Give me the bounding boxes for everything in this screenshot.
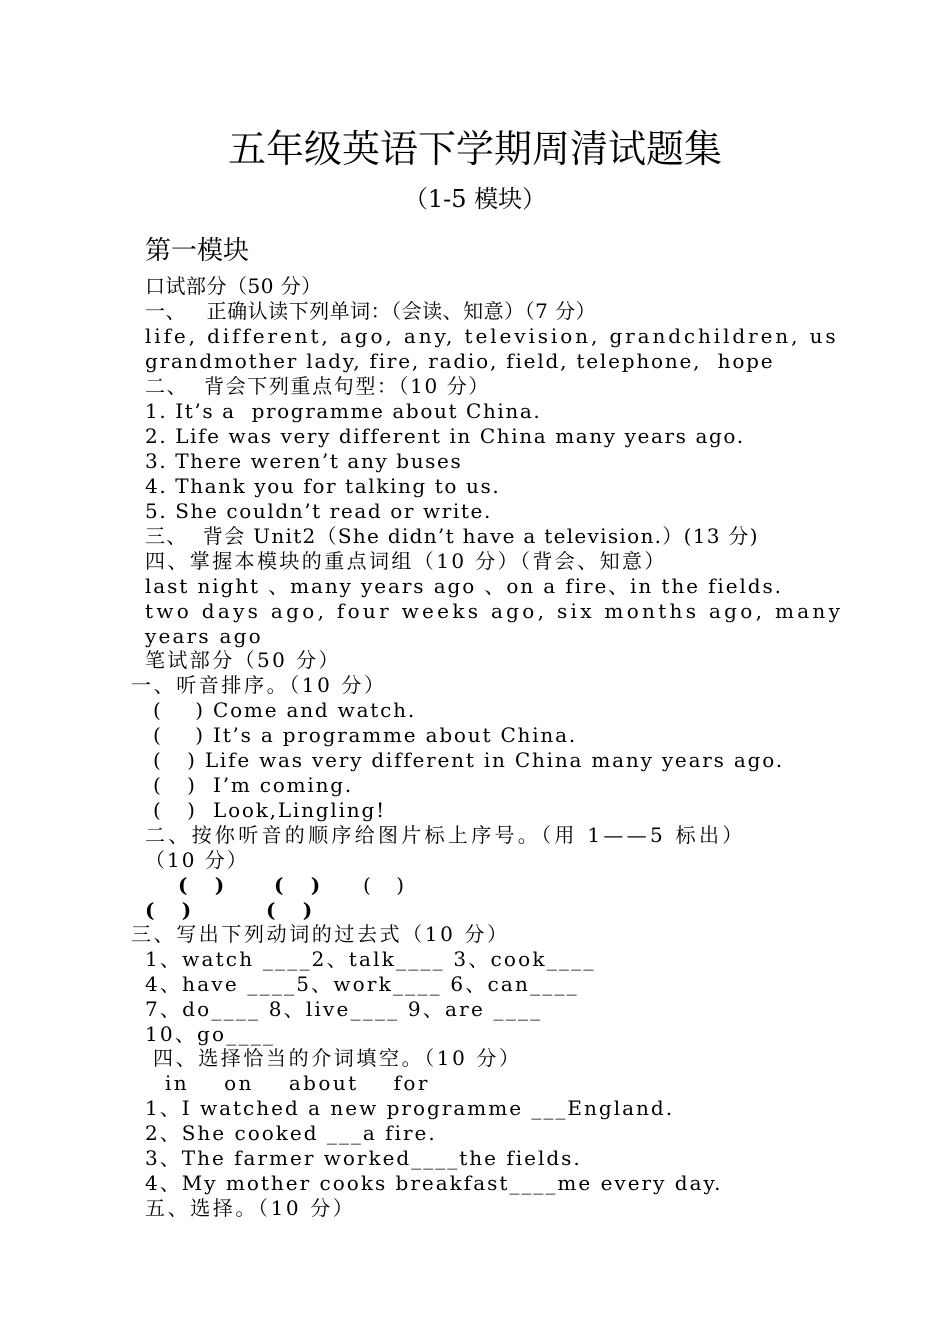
- listen-order-item: ( ) Come and watch.: [153, 698, 416, 722]
- preposition-item: 1、I watched a new programme ___England.: [145, 1096, 675, 1120]
- past-tense-row: 1、watch ____2、talk____ 3、cook____: [145, 947, 596, 971]
- written-w3-title: 三、写出下列动词的过去式（10 分）: [131, 922, 510, 946]
- oral-s1-title: 一、 正确认读下列单词：（会读、知意）（7 分）: [145, 299, 597, 323]
- listen-order-item: ( ) Life was very different in China many years ago.: [153, 748, 784, 772]
- picture-order-blank[interactable]: ( ): [178, 873, 226, 897]
- sentence-item: 4. Thank you for talking to us.: [145, 474, 501, 498]
- document-title: 五年级英语下学期周清试题集: [227, 127, 722, 171]
- sentence-item: 5. She couldn’t read or write.: [145, 499, 492, 523]
- picture-order-blank[interactable]: ( ): [145, 898, 193, 922]
- picture-order-blank[interactable]: ( ): [266, 898, 314, 922]
- listen-order-item: ( ) Look,Lingling!: [153, 798, 386, 822]
- written-w4-title: 四、选择恰当的介词填空。（10 分）: [153, 1046, 522, 1070]
- oral-s4-line1: last night 、many years ago 、on a fire、in the fields.: [145, 574, 783, 598]
- oral-s4-line2: two days ago, four weeks ago, six months ago, many: [145, 599, 844, 623]
- written-w2-title: 二、按你听音的顺序给图片标上序号。（用 1——5 标出）: [145, 823, 746, 847]
- picture-order-blank[interactable]: ( ): [274, 873, 322, 897]
- listen-order-item: ( ) I’m coming.: [153, 773, 354, 797]
- picture-order-blank[interactable]: ( ): [363, 873, 406, 897]
- document-subtitle: （1-5 模块）: [403, 185, 547, 213]
- preposition-item: 3、The farmer worked____the fields.: [145, 1146, 582, 1170]
- listen-order-item: ( ) It’s a programme about China.: [153, 723, 577, 747]
- past-tense-row: 4、have ____5、work____ 6、can____: [145, 972, 579, 996]
- past-tense-row: 10、go____: [145, 1022, 276, 1046]
- written-w2-points: （10 分）: [145, 848, 249, 872]
- oral-s2-title: 二、 背会下列重点句型：（10 分）: [145, 374, 490, 398]
- written-section-header: 笔试部分（50 分）: [145, 648, 341, 672]
- oral-s4-title: 四、掌握本模块的重点词组（10 分）（背会、知意）: [145, 549, 667, 573]
- written-w1-title: 一、听音排序。（10 分）: [131, 673, 387, 697]
- oral-s1-line1: life, different, ago, any, television, grandchildren, us: [145, 324, 839, 348]
- sentence-item: 2. Life was very different in China many years ago.: [145, 424, 745, 448]
- written-w5-title: 五、选择。（10 分）: [145, 1196, 356, 1220]
- preposition-item: 2、She cooked ___a fire.: [145, 1121, 437, 1145]
- oral-s3-title: 三、 背会 Unit2（She didn’t have a television.）(13 分): [145, 524, 759, 548]
- sentence-item: 1. It’s a programme about China.: [145, 399, 542, 423]
- oral-s4-line3: years ago: [145, 624, 263, 648]
- oral-s1-line2: grandmother lady, fire, radio, field, telephone, hope: [145, 349, 775, 373]
- preposition-options: in on about for: [165, 1071, 430, 1095]
- preposition-item: 4、My mother cooks breakfast____me every day.: [145, 1171, 723, 1195]
- oral-section-header: 口试部分（50 分）: [145, 274, 322, 298]
- module-heading: 第一模块: [145, 236, 250, 266]
- past-tense-row: 7、do____ 8、live____ 9、are ____: [145, 997, 543, 1021]
- sentence-item: 3. There weren’t any buses: [145, 449, 463, 473]
